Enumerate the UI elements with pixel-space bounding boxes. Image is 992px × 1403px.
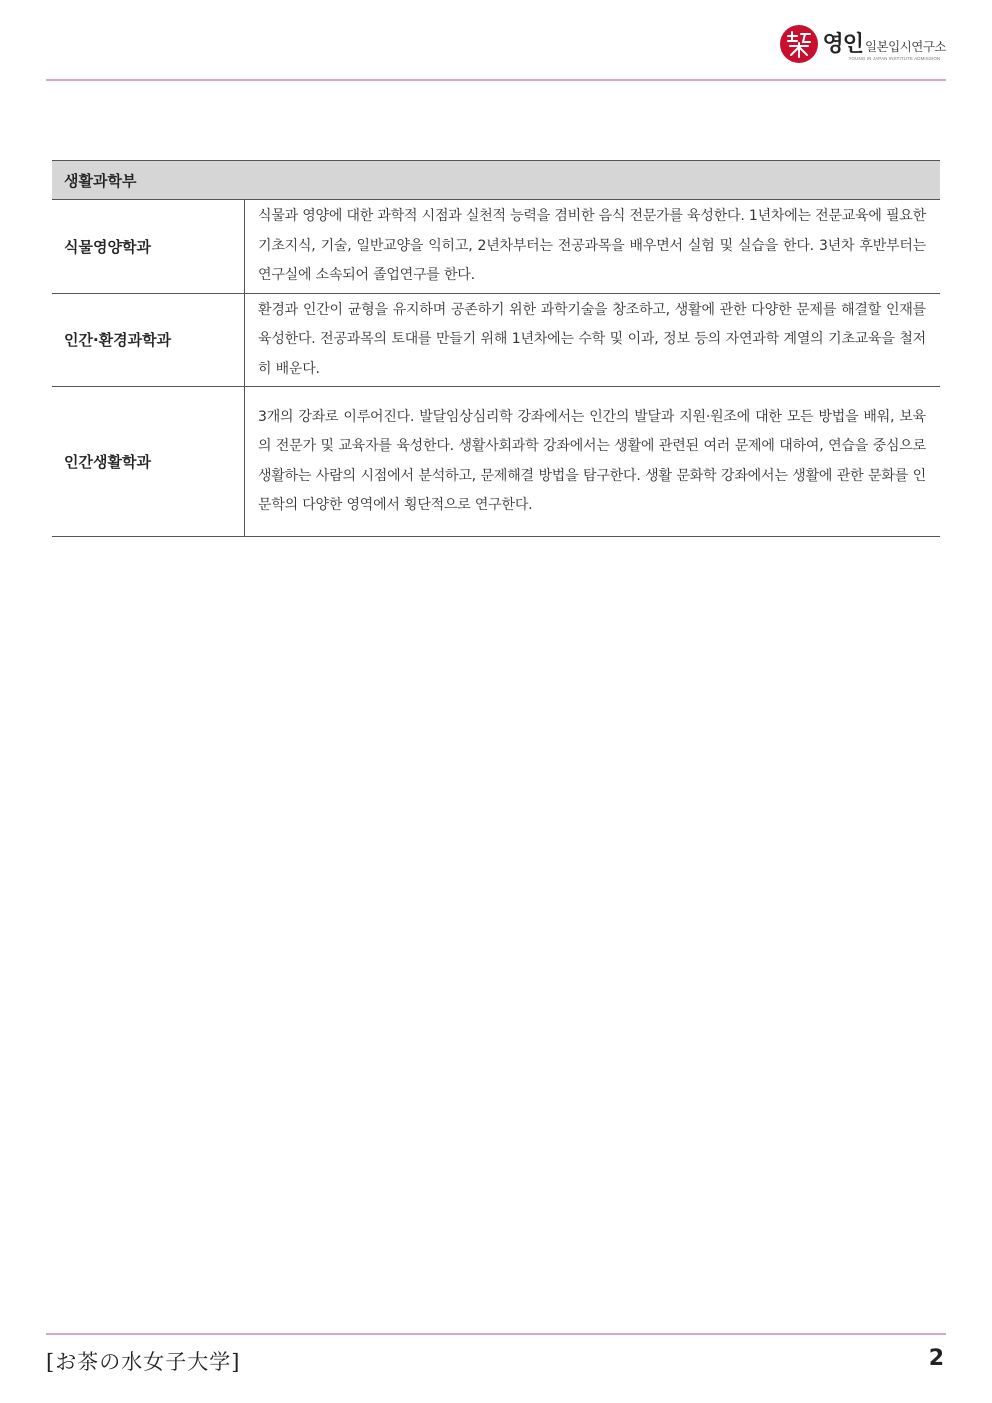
page-number: 2 [928, 1346, 944, 1371]
department-name: 인간생활학과 [52, 387, 245, 537]
footer-university-name: [お茶の水女子大学] [46, 1350, 241, 1374]
department-table [52, 160, 940, 537]
department-description: 환경과 인간이 균형을 유지하며 공존하기 위한 과학기술을 창조하고, 생활에 관한 다양한 문제를 해결할 인재를 육성한다. 전공과목의 토대를 만들기 위해 1년차에는 수학 및 이과, 정보 등의 자연과학 계열의 기초교육을 철저히 배운다. [245, 293, 941, 387]
table-row [52, 200, 940, 294]
department-name: 식물영양학과 [52, 200, 245, 294]
section-header: 생활과학부 [52, 161, 940, 200]
logo-brand: 영인 [822, 32, 863, 57]
table-row [52, 387, 940, 537]
footer-divider [46, 1333, 946, 1335]
logo-seal-icon [779, 24, 819, 64]
logo-subtitle: YOUNG IN JAPAN INSTITUTE ADMISSION [848, 56, 941, 61]
header-divider [46, 79, 946, 81]
department-description: 3개의 강좌로 이루어진다. 발달임상심리학 강좌에서는 인간의 발달과 지원·원조에 대한 모든 방법을 배워, 보육의 전문가 및 교육자를 육성한다. 생활사회과학 강좌에서는 생활에 관련된 여러 문제에 대하여, 연습을 중심으로 생활하는 사람의 시점에서 분석하고, 문제해결 방법을 탐구한다. 생활 문화학 강좌에서는 생활에 관한 문화를 인문학의 다양한 영역에서 횡단적으로 연구한다. [245, 387, 941, 537]
logo-institute-name: 일본입시연구소 [864, 39, 946, 54]
table-row [52, 293, 940, 387]
department-description: 식물과 영양에 대한 과학적 시점과 실천적 능력을 겸비한 음식 전문가를 육성한다. 1년차에는 전문교육에 필요한 기초지식, 기술, 일반교양을 익히고, 2년차부터는 전공과목을 배우면서 실험 및 실습을 한다. 3년차 후반부터는 연구실에 소속되어 졸업연구를 한다. [245, 200, 941, 294]
header-logo [779, 22, 946, 66]
department-name: 인간·환경과학과 [52, 293, 245, 387]
